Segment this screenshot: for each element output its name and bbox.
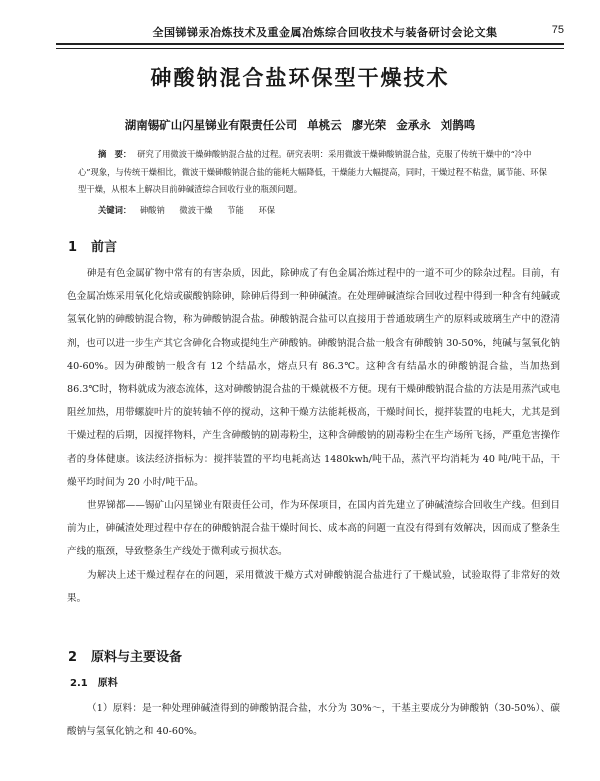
- paragraph: 砷是有色金属矿物中常有的有害杂质，因此，除砷成了有色金属冶炼过程中的一道不可少的除杂过程。目前，有色金属冶炼采用氧化化焙或碳酸钠除砷，除砷后得到一种砷碱渣。在处理砷碱渣综合回收过程中得到一种含有纯碱或氢氧化钠的砷酸钠混合物，称为砷酸钠混合盐。砷酸钠混合盐可以直接用于普通玻璃生产的原料或玻璃生产中的澄清剂，也可以进一步生产其它含砷化合物或提纯生产砷酸钠。砷酸钠混合盐一般含有砷酸钠 30-50%，纯碱与氢氧化钠 40-60%。因为砷酸钠一般含有 12 个结晶水，熔点只有 86.3℃。这种含有结晶水的砷酸钠混合盐，当加热到 86.3℃时，物料就成为液态流体，这对砷酸钠混合盐的干燥就极不方便。现有干燥砷酸钠混合盐的方法是用蒸汽或电阻丝加热，用带螺旋叶片的旋转轴不停的搅动，这种干燥方法能耗极高，干燥时间长，搅拌装置的电耗大，尤其是到干燥过程的后期，因搅拌物料，产生含砷酸钠的剧毒粉尘，这种含砷酸钠的剧毒粉尘在生产场所飞扬，严重危害操作者的身体健康。该法经济指标为：搅拌装置的平均电耗高达 1480kwh/吨干品，蒸汽平均消耗为 40 吨/吨干品，干燥平均时间为 20 小时/吨干品。: [67, 268, 560, 488]
- article-title: 砷酸钠混合盐环保型干燥技术: [150, 66, 450, 90]
- keyword: 砷酸钠: [139, 205, 165, 215]
- keywords: [98, 204, 548, 216]
- subsection-heading: [70, 674, 118, 689]
- section-heading-1: [68, 236, 117, 255]
- paragraph: 世界锑都——锡矿山闪星锑业有限责任公司，作为环保项目，在国内首先建立了砷碱渣综合回收生产线。但到目前为止，砷碱渣处理过程中存在的砷酸钠混合盐干燥时间长、成本高的问题一直没有得到有效解决，因而成了整条生产线的瓶颈，导致整条生产线处于微利或亏损状态。: [67, 500, 560, 558]
- abstract-paragraph: [78, 146, 548, 199]
- paragraph: 为解决上述干燥过程存在的问题，采用微波干燥方式对砷酸钠混合盐进行了干燥试验，试验取得了非常好的效果。: [67, 569, 560, 604]
- author-name: 廖光荣: [351, 118, 387, 132]
- section-number: 1: [68, 240, 78, 255]
- keyword: 节能: [227, 205, 244, 215]
- paragraph: （1）原料：是一种处理砷碱渣得到的砷酸钠混合盐，水分为 30%～，干基主要成分为砷酸钠（30-50%）、碳酸钠与氢氧化钠之和 40-60%。: [67, 703, 560, 738]
- author-line: [0, 117, 600, 133]
- header-rule: [56, 43, 564, 49]
- subsection-number: 2.1: [70, 678, 88, 689]
- keyword: 环保: [258, 205, 276, 215]
- author-name: 刘鹊鸣: [440, 118, 476, 132]
- section-2-body: [67, 697, 560, 743]
- abstract-label: 摘 要：: [98, 149, 132, 159]
- running-head: 全国锑锑汞冶炼技术及重金属冶炼综合回收技术与装备研讨会论文集: [152, 26, 498, 39]
- section-title: 原料与主要设备: [91, 650, 183, 665]
- keyword: 微波干燥: [179, 205, 213, 215]
- abstract: [78, 146, 548, 199]
- section-number: 2: [68, 650, 78, 665]
- keywords-label: 关键词：: [98, 205, 132, 215]
- section-1-body: [67, 262, 560, 610]
- section-heading-2: [68, 646, 182, 665]
- author-name: 单桃云: [307, 118, 342, 132]
- abstract-text: 研究了用微波干燥砷酸钠混合盐的过程。研究表明：采用微波干燥砷酸钠混合盐，克服了传统干燥中的“冷中心”现象，与传统干燥相比，微波干燥砷酸钠混合盐的能耗大幅降低，干燥能力大幅提高，同时，干燥过程不粘盘，属节能、环保型干燥，从根本上解决目前砷碱渣综合回收行业的瓶颈问题。: [78, 149, 547, 194]
- subsection-title: 原料: [97, 678, 118, 689]
- page-number: 75: [551, 24, 564, 36]
- author-name: 金承永: [396, 118, 431, 132]
- section-title: 前言: [91, 240, 118, 255]
- affiliation: 湖南锡矿山闪星锑业有限责任公司: [124, 118, 298, 132]
